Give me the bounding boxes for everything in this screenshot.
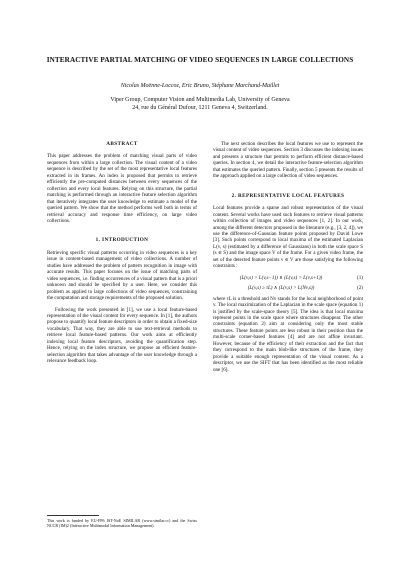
equation-1 xyxy=(213,275,363,281)
intro-paragraph-1: Retrieving specific visual patterns occurring in video sequences is a key issue in content-based management of video collections. A number of studies have addressed the problem of pattern recognition in image with accurate results. This paper focuses on the issue of matching parts of video sequences, i.e. finding occurrences of a visual pattern that is a priori unknown and should be specified by a user. Here, we consider this problem as applied to large collections of video sequences, constraining the computation and storage requirements of the proposed solution. xyxy=(47,249,197,302)
equation-explanation-paragraph: where τL is a threshold and Nv stands for the local neighborhood of point v. The local maximization of the Laplacian in the scale space (equation 1) is justified by the scale-space theory [5]. The idea is that local maxima represent points in the scale space where structures disappear. The other constraints (equation 2) aim at considering only the most stable structures. These feature points are less robust in their position than the multi-scale corner-based features [4] and are not affine invariant. However, because of the efficiency of their extraction and the fact that they correspond to the main blob-like structures of the frame, they provide a suitable enough representation of the visual content. As a descriptor, we use the SIFT that has been identified as the most reliable one [6]. xyxy=(213,295,363,373)
left-column xyxy=(47,141,197,370)
overview-paragraph: The next section describes the local features we use to represent the visual content of video sequences. Section 3 discusses the indexing issues and presents a structure that permits to perform efficient distance-based queries. In section 4, we detail the interactive feature-selection algorithm that estimates the queried pattern. Finally, section 5 presents the results of the approach applied on a large collection of video sequences. xyxy=(213,141,363,180)
introduction-heading: 1. INTRODUCTION xyxy=(95,237,149,244)
funding-footnote: This work is funded by EU-FP6 IST-NoE SIMILAR (www.similar.cc) and the Swiss NCCR (IM)2 (Interactive Multimodal Information Management). xyxy=(47,518,197,529)
intro-paragraph-2: Following the work presented in [1], we use a local feature-based representation of the visual content for every sequence. In [1], the authors propose to quantify local feature descriptors in order to obtain a fixed-size vocabulary. That way, they are able to use text-retrieval methods to retrieve local feature-based patterns. Our work aims at efficiently indexing local feature descriptors, avoiding the quantification step. Hence, relying on the index structure, we propose an efficient feature-selection algorithm that takes advantage of the user knowledge through a relevance feedback loop. xyxy=(47,306,197,365)
affiliation-line-1: Viper Group, Computer Vision and Multimedia Lab, University of Geneva xyxy=(110,97,290,103)
paper-title: INTERACTIVE PARTIAL MATCHING OF VIDEO SEQUENCES IN LARGE COLLECTIONS xyxy=(46,56,354,64)
footnote-rule xyxy=(47,515,99,516)
local-features-paragraph: Local features provide a sparse and robust representation of the visual content. Several works have used such features to retrieve visual patterns within collection of images and video sequences [1, 2]. In our work, among the different detectors proposed in the literature (e.g., [3, 2, 4]), we use the difference-of-Gaussian feature points proposed by David Lowe [3]. Such points correspond to local maxima of the estimated Laplacian L(v, s) (estimated by a difference of Gaussians) in both the scale space S (s ∈ S) and the image space V of the frame. For a given video frame, the set of the detected feature points v ∈ V are those satisfying the following constraints : xyxy=(213,205,363,270)
affiliation-line-2: 24, rue du Général Dufour, 1211 Geneva 4, Switzerland. xyxy=(132,105,268,111)
local-features-heading: 2. REPRESENTATIVE LOCAL FEATURES xyxy=(231,192,345,199)
paper-affiliation xyxy=(40,96,360,112)
equation-1-number: (1) xyxy=(357,274,363,281)
abstract-text: This paper addresses the problem of matching visual parts of video sequences from within a large collection. The visual content of a video sequence is described by the set of the most representative local features extracted in its frames. An index is proposed that permits to retrieve efficiently the pre-computed distances between every sequences of the collection and every local features. Relying on this structure, the partial matching is performed through an interactive feature selection algorithm that iteratively integrates the user knowledge to estimate a model of the queried pattern. We show that the method performs well both in terms of retrieval accuracy and response time efficiency, on large video collections. xyxy=(47,153,197,224)
equation-1-body: (L(v,s) > L(v,s−1)) ∧ (L(v,s) > L(v,s+1)) xyxy=(239,274,323,281)
equation-2-number: (2) xyxy=(357,285,363,292)
equation-2 xyxy=(213,285,363,291)
equation-2-body: (L(v,s) ≥ τL) ∧ (L(v,s) > L(Nv,s)) xyxy=(247,285,315,292)
right-column xyxy=(213,141,363,378)
paper-authors: Nicolas Moënne-Loccoz, Eric Bruno, Stéphane Marchand-Maillet xyxy=(120,83,280,89)
abstract-heading: ABSTRACT xyxy=(106,141,138,147)
